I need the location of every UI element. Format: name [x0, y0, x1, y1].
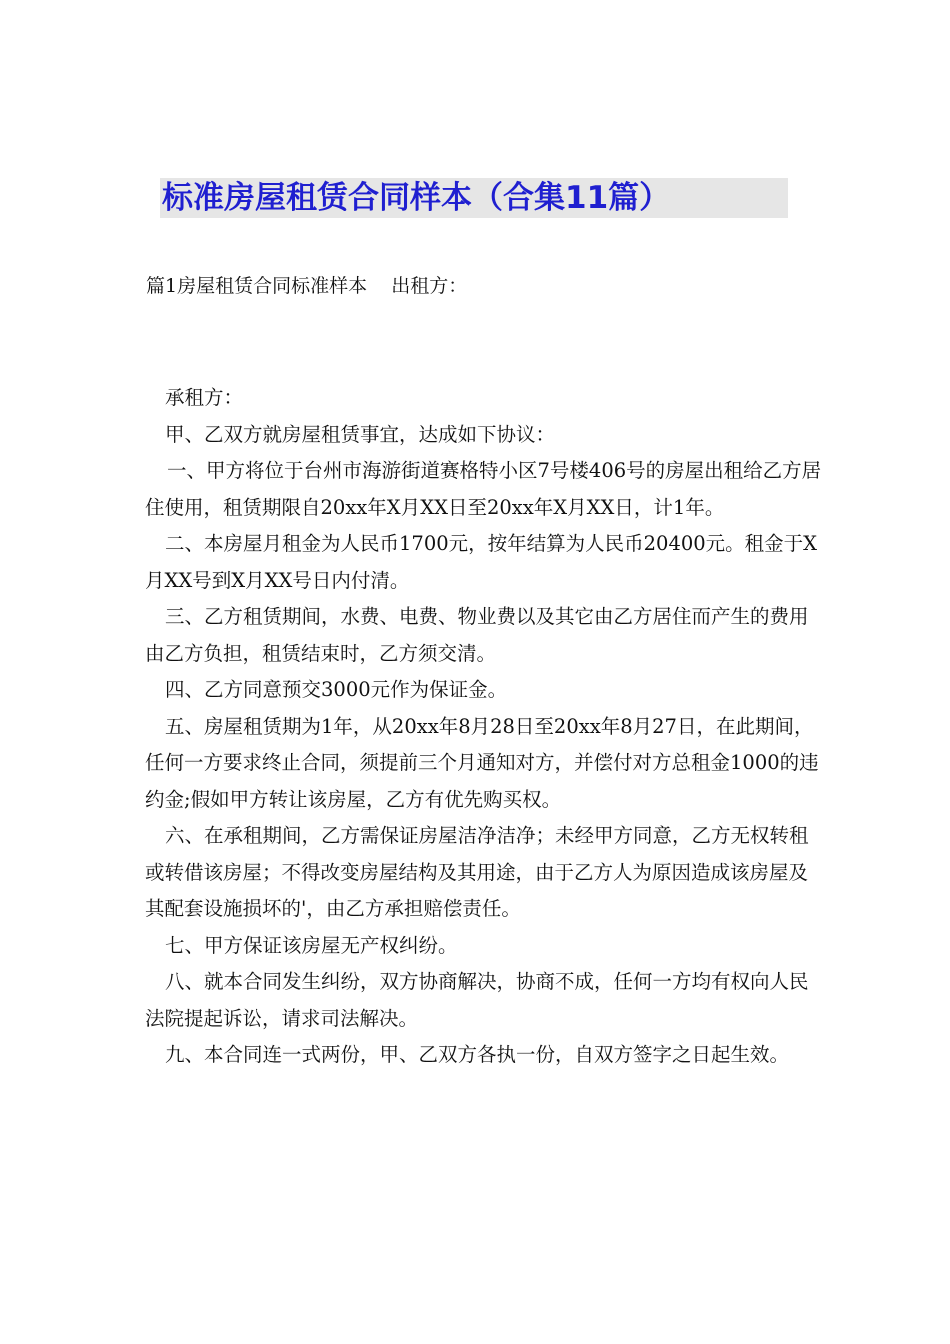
section-heading: 篇1房屋租赁合同标准样本 出租方： [146, 275, 468, 297]
clause-7: 七、甲方保证该房屋无产权纠纷。 [165, 933, 458, 957]
paragraph-agreement-intro: 甲、乙双方就房屋租赁事宜，达成如下协议： [165, 422, 556, 446]
document-title: 标准房屋租赁合同样本（合集11篇） [162, 180, 671, 216]
clause-6: 六、在承租期间，乙方需保证房屋洁净洁净；未经甲方同意，乙方无权转租或转借该房屋；不得改变房屋结构及其用途，由于乙方人为原因造成该房屋及其配套设施损坏的'，由乙方承担赔偿责任。 [145, 824, 809, 920]
clause-2: 二、本房屋月租金为人民币1700元，按年结算为人民币20400元。租金于X月XX号到X月XX号日内付清。 [145, 532, 818, 592]
clause-1: 一、甲方将位于台州市海游街道赛格特小区7号楼406号的房屋出租给乙方居住使用，租赁期限自20xx年X月XX日至20xx年X月XX日，计1年。 [145, 459, 822, 519]
clause-3: 三、乙方租赁期间，水费、电费、物业费以及其它由乙方居住而产生的费用由乙方负担，租赁结束时，乙方须交清。 [145, 605, 809, 665]
contract-body [145, 380, 825, 1074]
clause-5: 五、房屋租赁期为1年，从20xx年8月28日至20xx年8月27日，在此期间，任何一方要求终止合同，须提前三个月通知对方，并偿付对方总租金1000的违约金;假如甲方转让该房屋，乙方有优先购买权。 [145, 714, 819, 811]
clause-4: 四、乙方同意预交3000元作为保证金。 [165, 678, 508, 701]
clause-9: 九、本合同连一式两份，甲、乙双方各执一份，自双方签字之日起生效。 [165, 1043, 790, 1066]
title-highlight [160, 178, 788, 218]
paragraph-lessee: 承租方： [165, 386, 244, 409]
clause-8: 八、就本合同发生纠纷，双方协商解决，协商不成，任何一方均有权向人民法院提起诉讼，请求司法解决。 [145, 970, 809, 1030]
